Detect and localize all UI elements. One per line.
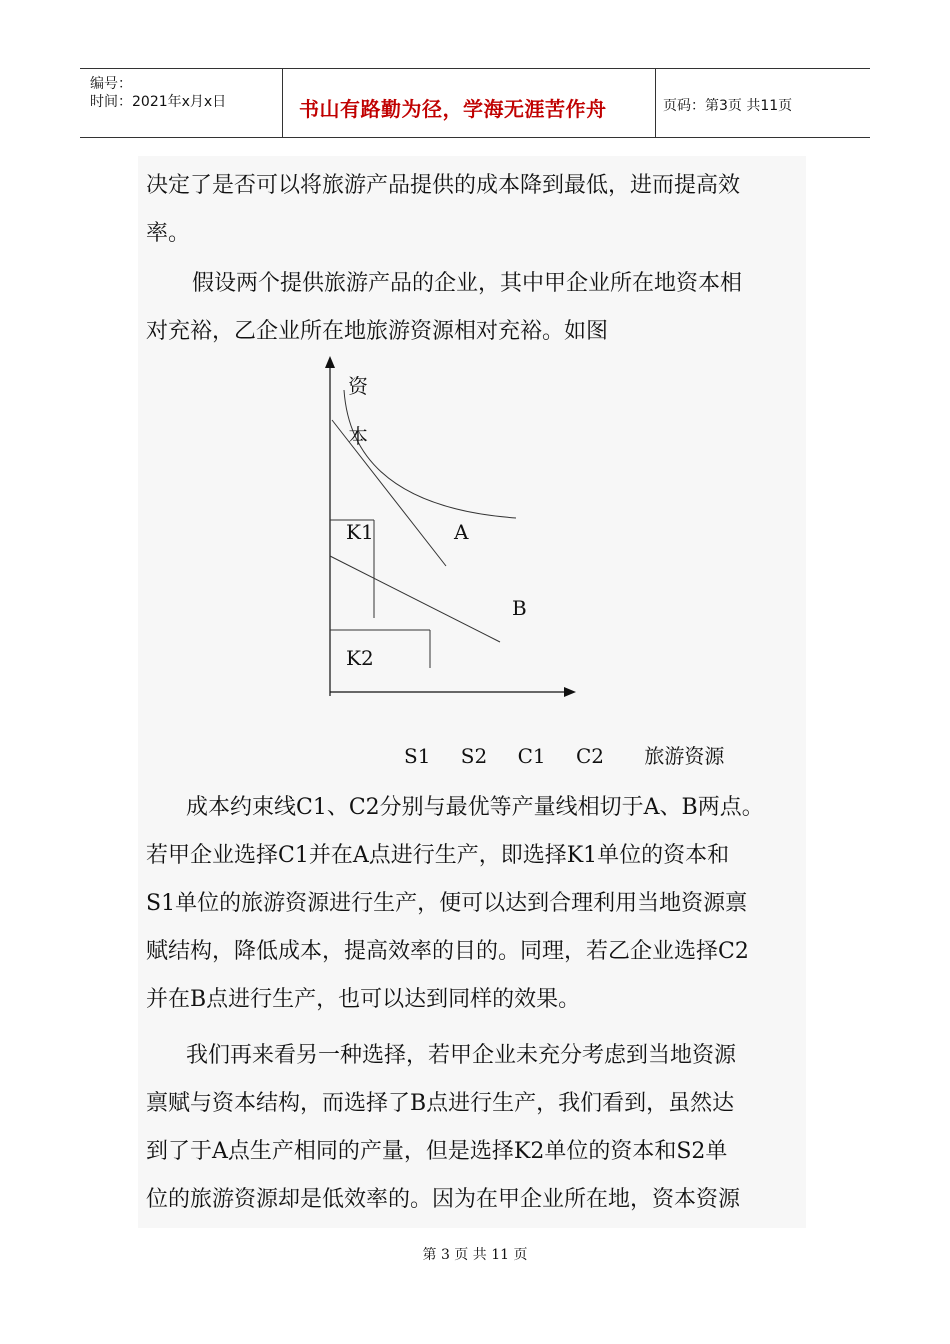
diagram-svg xyxy=(300,356,600,726)
text-line: 并在B点进行生产，也可以达到同样的效果。 xyxy=(146,987,581,1012)
tick-c1: C1 xyxy=(517,744,546,768)
page-header xyxy=(80,68,870,138)
y-axis-label-2: 本 xyxy=(348,424,368,448)
text-line: 率。 xyxy=(146,221,191,246)
header-page-info xyxy=(655,69,870,137)
number-label: 编号： xyxy=(90,76,132,92)
label-b: B xyxy=(512,596,527,620)
text-line: 我们再来看另一种选择，若甲企业未充分考虑到当地资源 xyxy=(186,1043,737,1068)
label-k1: K1 xyxy=(346,520,374,544)
page-footer: 第 3 页 共 11 页 xyxy=(422,1247,528,1263)
header-meta xyxy=(80,69,282,137)
page-info-text: 页码：第3页 共11页 xyxy=(663,98,793,114)
x-axis-labels xyxy=(404,740,748,769)
tick-s2: S2 xyxy=(460,744,488,768)
header-motto xyxy=(282,69,656,137)
text-line: 决定了是否可以将旅游产品提供的成本降到最低，进而提高效 xyxy=(146,173,741,198)
isoquant-curve xyxy=(344,390,516,518)
time-label: 时间：2021年x月x日 xyxy=(90,94,227,110)
y-axis-label-1: 资 xyxy=(348,374,368,398)
motto-text: 书山有路勤为径，学海无涯苦作舟 xyxy=(299,97,607,121)
tick-s1: S1 xyxy=(404,744,431,768)
label-k2: K2 xyxy=(346,646,374,670)
y-axis-arrow xyxy=(325,356,335,368)
text-line: 位的旅游资源却是低效率的。因为在甲企业所在地，资本资源 xyxy=(146,1187,741,1212)
text-line: 若甲企业选择C1并在A点进行生产，即选择K1单位的资本和 xyxy=(146,843,730,868)
label-a: A xyxy=(454,520,469,544)
text-line: 禀赋与资本结构，而选择了B点进行生产，我们看到，虽然达 xyxy=(146,1091,735,1116)
paragraph-1 xyxy=(146,162,806,258)
cost-line-c2 xyxy=(330,556,500,642)
text-line: 对充裕，乙企业所在地旅游资源相对充裕。如图 xyxy=(146,319,609,344)
paragraph-2 xyxy=(146,260,806,356)
tick-c2: C2 xyxy=(575,744,605,768)
text-line: 赋结构，降低成本，提高效率的目的。同理，若乙企业选择C2 xyxy=(146,939,749,964)
text-line: 假设两个提供旅游产品的企业，其中甲企业所在地资本相 xyxy=(192,271,743,296)
text-line: 到了于A点生产相同的产量，但是选择K2单位的资本和S2单 xyxy=(146,1139,728,1164)
text-line: 成本约束线C1、C2分别与最优等产量线相切于A、B两点。 xyxy=(186,795,764,820)
isoquant-diagram xyxy=(300,356,600,726)
paragraph-3 xyxy=(146,784,806,1024)
x-axis-title: 旅游资源 xyxy=(644,744,725,768)
x-axis-arrow xyxy=(564,687,576,697)
text-line: S1单位的旅游资源进行生产，便可以达到合理利用当地资源禀 xyxy=(146,891,748,916)
paragraph-4 xyxy=(146,1032,806,1224)
